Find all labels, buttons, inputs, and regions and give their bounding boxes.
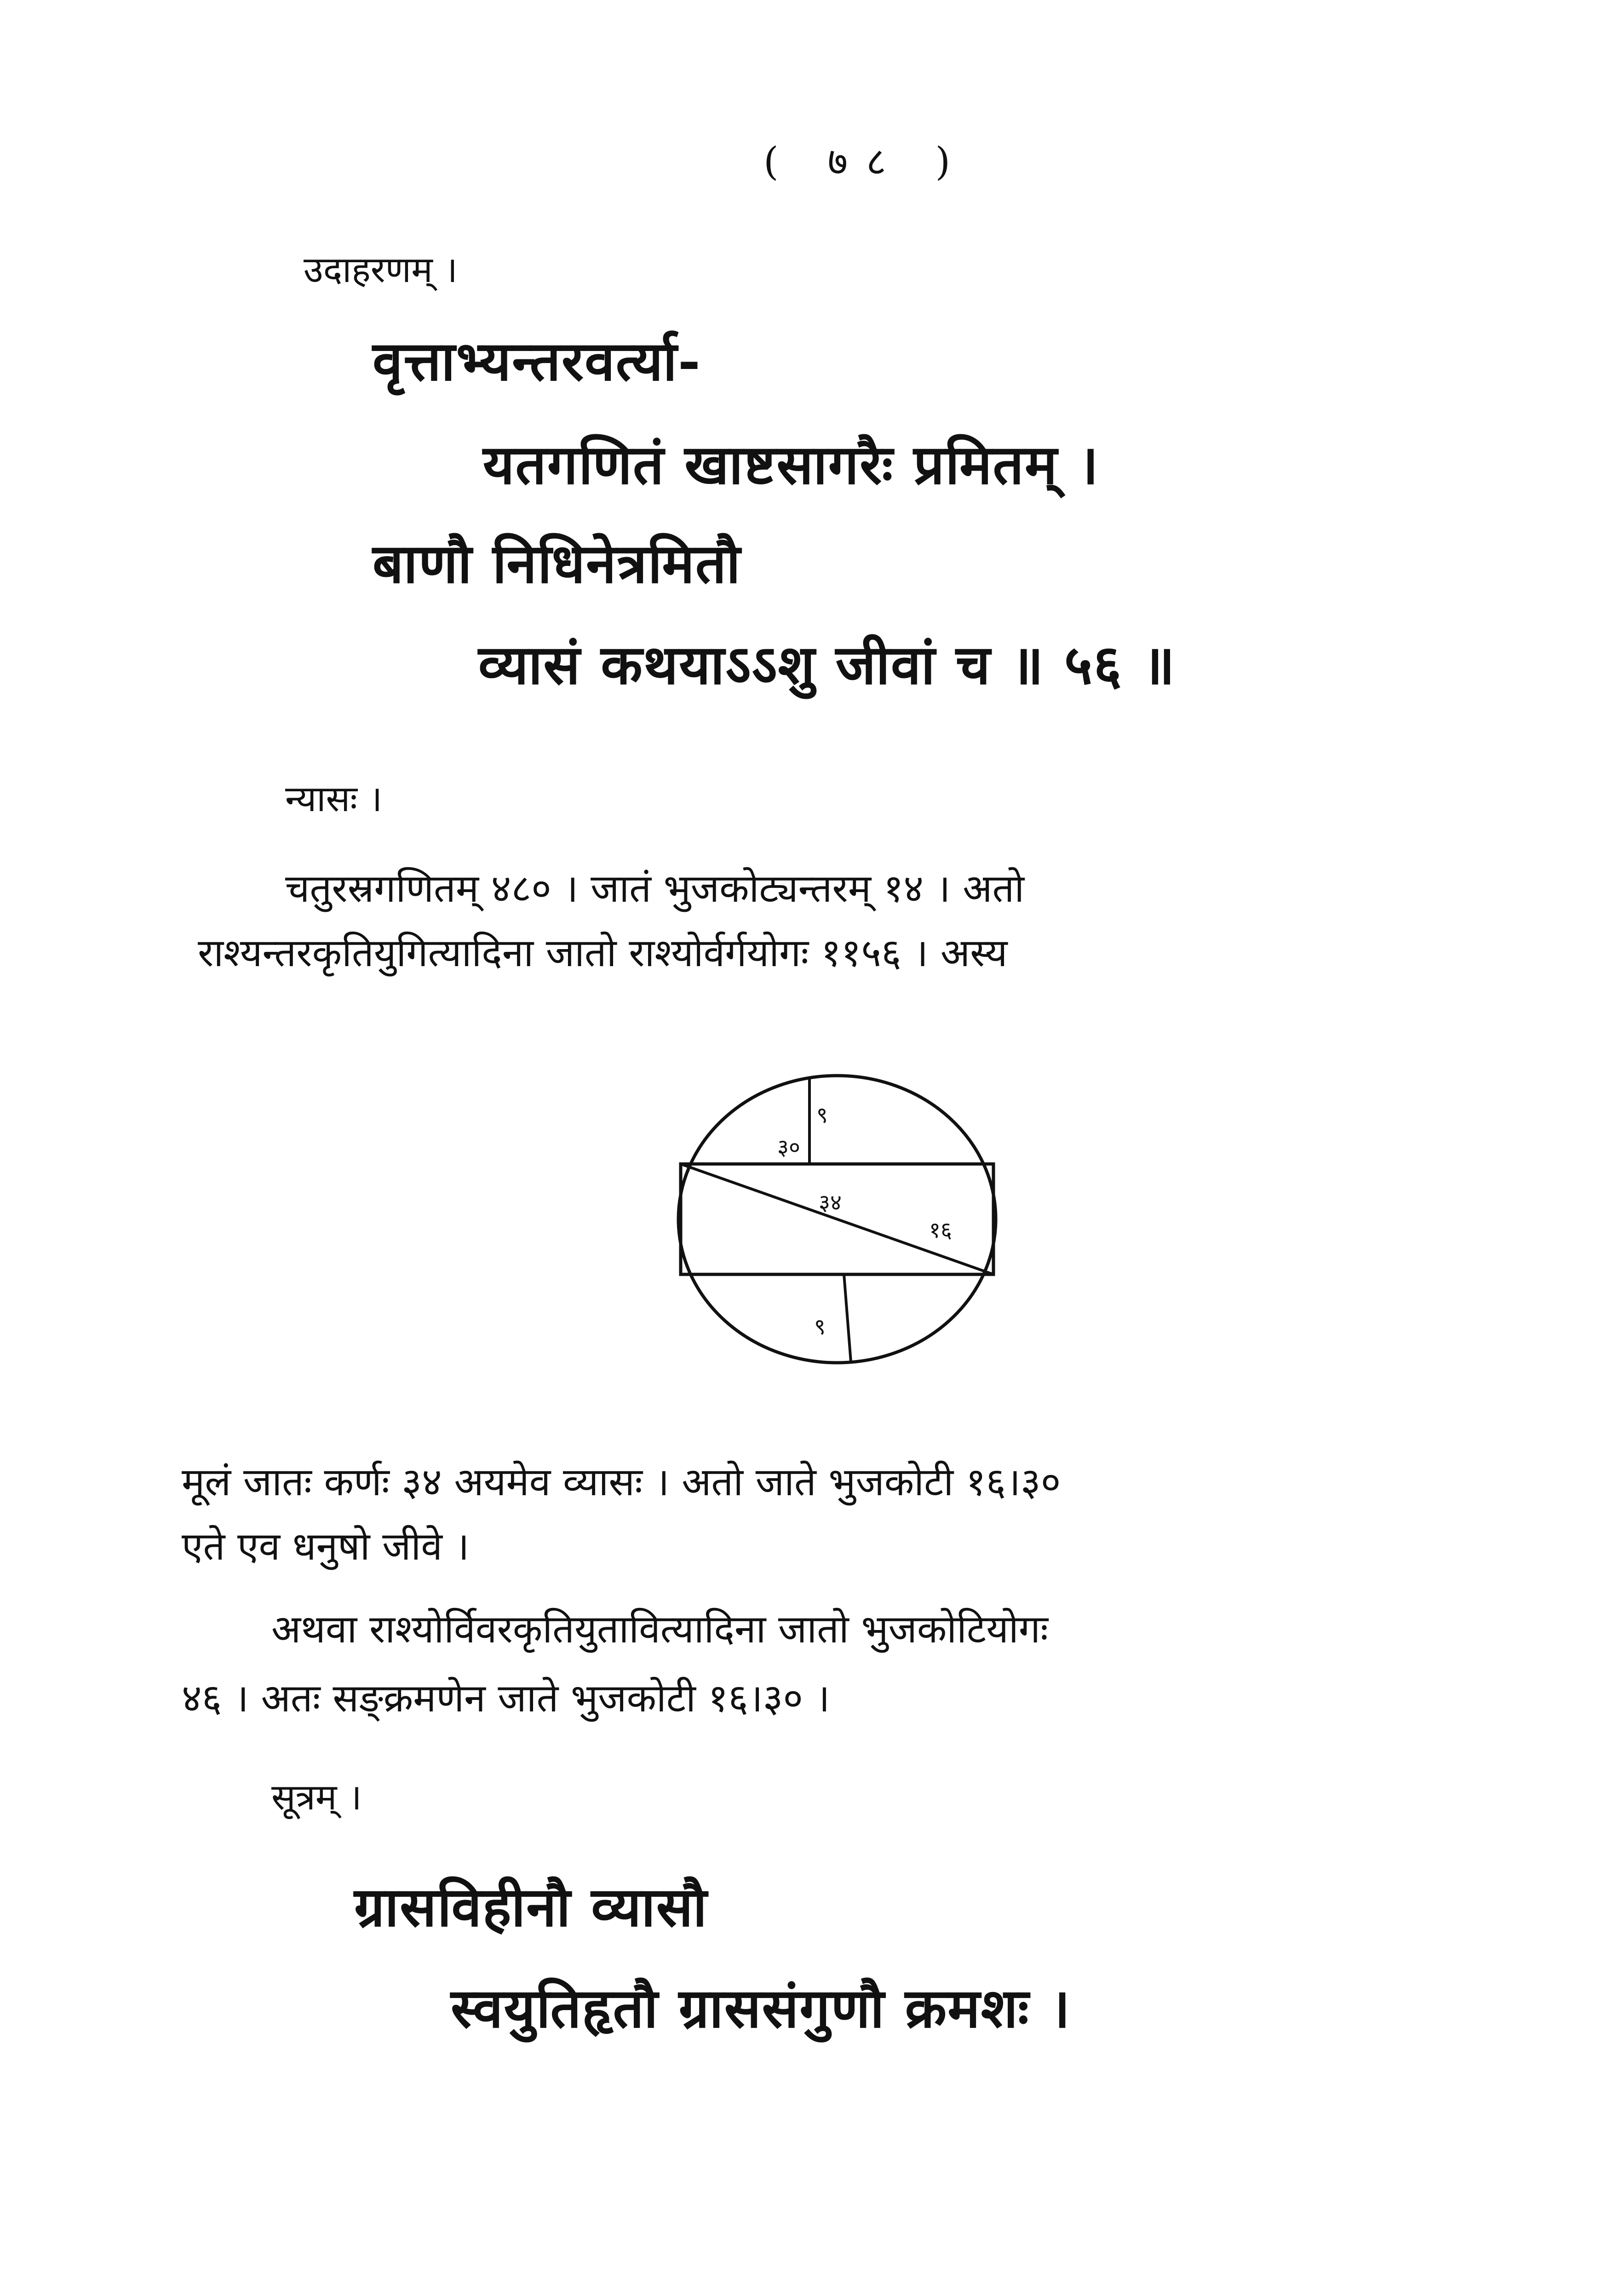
paragraph-2-line-1: मूलं जातः कर्णः ३४ अयमेव व्यासः । अतो जाते भुजकोटी १६।३० bbox=[182, 1459, 1061, 1504]
label-top-right: ९ bbox=[816, 1102, 828, 1128]
paragraph-1-line-2: राश्यन्तरकृतियुगित्यादिना जातो राश्योर्वर्गयोगः ११५६ । अस्य bbox=[198, 930, 1008, 975]
label-bottom: ९ bbox=[814, 1314, 826, 1340]
verse-line-2: यतगणितं खाष्टसागरैः प्रमितम् । bbox=[483, 432, 1100, 496]
sutra-line-2: स्वयुतिहृतौ ग्राससंगुणौ क्रमशः । bbox=[451, 1976, 1071, 2040]
verse-line-1: वृत्ताभ्यन्तरवर्त्या- bbox=[373, 329, 701, 393]
sutra-line-1: ग्रासविहीनौ व्यासौ bbox=[354, 1875, 708, 1939]
paragraph-2-line-2: एते एव धनुषो जीवे । bbox=[182, 1524, 470, 1569]
verse-line-3: बाणौ निधिनेत्रमितौ bbox=[373, 531, 741, 595]
label-right: १६ bbox=[929, 1217, 952, 1243]
paragraph-3-line-2: ४६ । अतः सङ्क्रमणेन जाते भुजकोटी १६।३० । bbox=[182, 1676, 830, 1721]
paragraph-1-line-1: चतुरस्रगणितम् ४८० । जातं भुजकोट्यन्तरम् १४ । अतो bbox=[285, 866, 1025, 911]
example-heading: उदाहरणम् । bbox=[304, 249, 458, 291]
nyasa-heading: न्यासः । bbox=[285, 778, 383, 820]
verse-line-4: व्यासं कथयाऽऽशु जीवां च ॥ ५६ ॥ bbox=[478, 633, 1176, 697]
paragraph-3-line-1: अथवा राश्योर्विवरकृतियुतावित्यादिना जातो भुजकोटियोगः bbox=[271, 1607, 1048, 1652]
circle-rectangle-diagram bbox=[671, 1067, 1003, 1371]
page-number: ( ७८ ) bbox=[763, 139, 969, 184]
label-top-left: ३० bbox=[777, 1135, 800, 1160]
sutra-heading: सूत्रम् । bbox=[271, 1777, 362, 1818]
diagram-bottom-chord bbox=[844, 1274, 851, 1362]
label-diagonal: ३४ bbox=[819, 1190, 842, 1215]
